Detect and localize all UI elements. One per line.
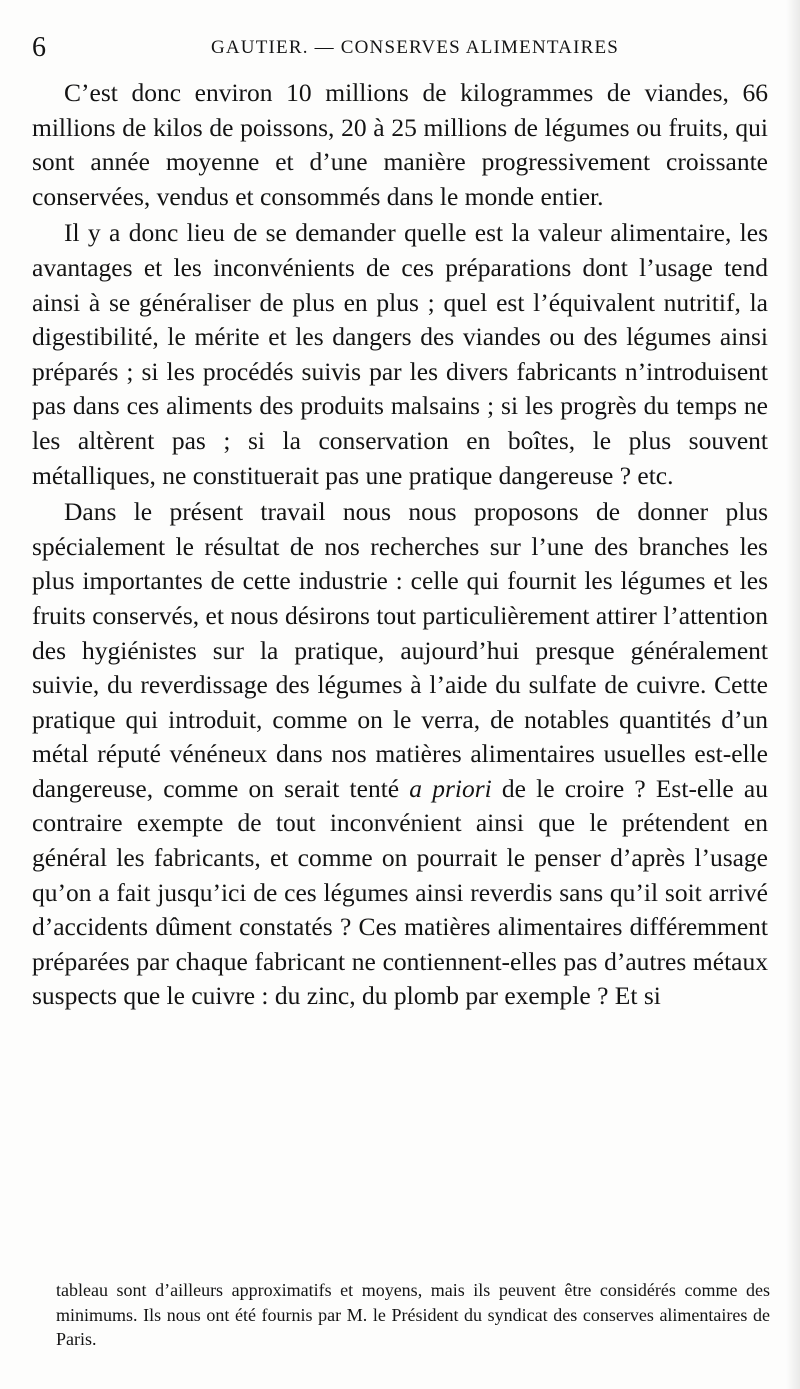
- page-number: 6: [32, 32, 46, 63]
- paragraph-3-part-1: Dans le présent travail nous nous proposons de donner plus spécialement le résultat de nos recherches sur l’une des branches les plus importantes de cette industrie : celle qui fournit les légumes et les fruits conservés, et nous désirons tout particulièrement attirer l’attention des hygiénistes sur la pratique, aujourd’hui presque généralement suivie, du reverdissage des légumes à l’aide du sulfate de cuivre. Cette pratique qui introduit, comme on le verra, de notables quantités d’un métal réputé vénéneux dans nos matières alimentaires usuelles est-elle dangereuse, comme on serait tenté: [32, 497, 768, 803]
- footnote: [56, 1278, 770, 1352]
- paragraph-2: Il y a donc lieu de se demander quelle est la valeur alimentaire, les avantages et les inconvénients de ces préparations dont l’usage tend ainsi à se généraliser de plus en plus ; quel est l’équivalent nutritif, la digestibilité, le mérite et les dangers des viandes ou des légumes ainsi préparés ; si les procédés suivis par les divers fabricants n’introduisent pas dans ces aliments des produits malsains ; si les progrès du temps ne les altèrent pas ; si la conservation en boîtes, le plus souvent métalliques, ne constituerait pas une pratique dangereuse ? etc.: [32, 218, 768, 490]
- footnote-text: tableau sont d’ailleurs approximatifs et moyens, mais ils peuvent être considérés comme des minimums. Ils nous ont été fournis par M. le Président du syndicat des conserves alimentaires de Paris.: [56, 1280, 770, 1349]
- page-edge-shadow: [786, 0, 800, 1389]
- body-text: [32, 76, 768, 1014]
- paragraph-3: [32, 495, 768, 1014]
- paragraph-3-italic-phrase: a priori: [409, 773, 492, 803]
- running-title: GAUTIER. — CONSERVES ALIMENTAIRES: [210, 37, 620, 58]
- page-header: [32, 30, 768, 66]
- paragraph-1: C’est donc environ 10 millions de kilogrammes de viandes, 66 millions de kilos de poissons, 20 à 25 millions de légumes ou fruits, qui sont année moyenne et d’une manière progressivement croissante conservées, vendus et consommés dans le monde entier.: [32, 78, 768, 211]
- paragraph-3-part-2: de le croire ? Est-elle au contraire exempte de tout inconvénient ainsi que le prétendent en général les fabricants, et comme on pourrait le penser d’après l’usage qu’on a fait jusqu’ici de ces légumes ainsi reverdis sans qu’il soit arrivé d’accidents dûment constatés ? Ces matières alimentaires différemment préparées par chaque fabricant ne contiennent-elles pas d’autres métaux suspects que le cuivre : du zinc, du plomb par exemple ? Et si: [32, 773, 768, 1011]
